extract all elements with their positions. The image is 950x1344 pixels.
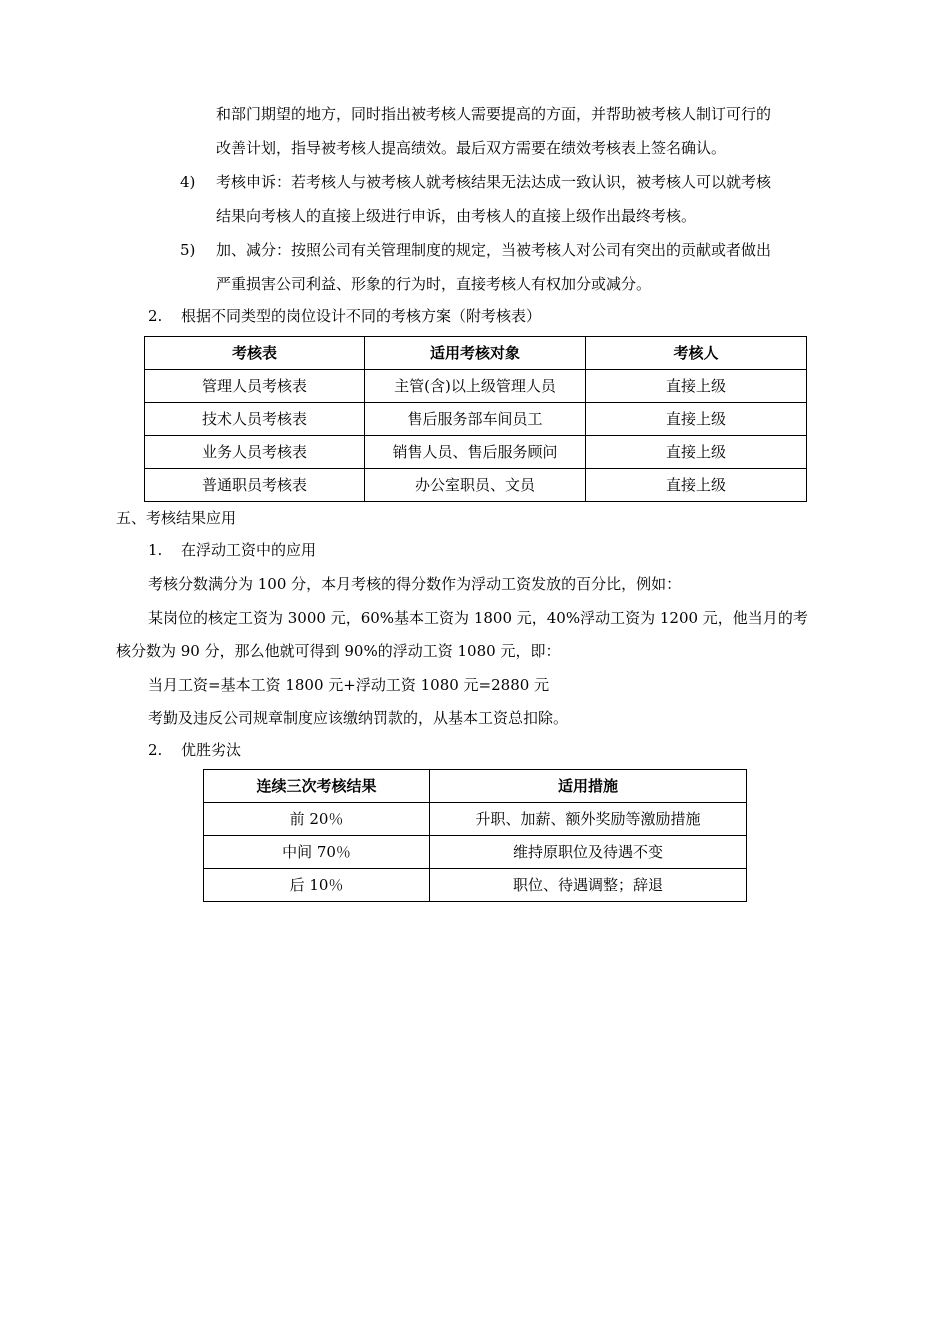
- table-row: [204, 836, 747, 869]
- list-item-text-line-2: 严重损害公司利益、形象的行为时，直接考核人有权加分或减分。: [216, 275, 652, 293]
- table-cell: 售后服务部车间员工: [365, 403, 586, 436]
- table-header-cell: 适用措施: [430, 770, 747, 803]
- table-cell: 直接上级: [586, 436, 807, 469]
- subsection-title: 在浮动工资中的应用: [181, 541, 317, 559]
- table-cell: 升职、加薪、额外奖励等激励措施: [430, 803, 747, 836]
- table-header-row: [204, 770, 747, 803]
- table-row: [145, 370, 807, 403]
- section-heading: 五、考核结果应用: [116, 509, 237, 527]
- subsection-number: 1.: [148, 541, 163, 559]
- table-cell: 直接上级: [586, 370, 807, 403]
- table-cell: 维持原职位及待遇不变: [430, 836, 747, 869]
- body-paragraph: 考勤及违反公司规章制度应该缴纳罚款的，从基本工资总扣除。: [148, 709, 569, 727]
- point-text: 根据不同类型的岗位设计不同的考核方案（附考核表）: [181, 307, 542, 325]
- table-cell: 中间 70％: [204, 836, 430, 869]
- intro-line-1: 和部门期望的地方，同时指出被考核人需要提高的方面，并帮助被考核人制订可行的: [216, 105, 772, 123]
- list-item-number: 4): [180, 173, 196, 191]
- table-cell: 前 20％: [204, 803, 430, 836]
- table-cell: 技术人员考核表: [145, 403, 365, 436]
- table-cell: 直接上级: [586, 469, 807, 502]
- table-cell: 直接上级: [586, 403, 807, 436]
- list-item-text-line-1: 考核申诉：若考核人与被考核人就考核结果无法达成一致认识，被考核人可以就考核: [216, 173, 772, 191]
- table-row: [204, 803, 747, 836]
- table-header-row: [145, 337, 807, 370]
- assessment-forms-table: [144, 336, 807, 502]
- body-paragraph-line-1: 某岗位的核定工资为 3000 元，60%基本工资为 1800 元，40%浮动工资为 1200 元，他当月的考: [148, 609, 808, 627]
- body-paragraph: 考核分数满分为 100 分，本月考核的得分数作为浮动工资发放的百分比，例如：: [148, 575, 682, 593]
- list-item-text-line-2: 结果向考核人的直接上级进行申诉，由考核人的直接上级作出最终考核。: [216, 207, 697, 225]
- table-header-cell: 适用考核对象: [365, 337, 586, 370]
- table-cell: 职位、待遇调整；辞退: [430, 869, 747, 902]
- list-item-text-line-1: 加、减分：按照公司有关管理制度的规定，当被考核人对公司有突出的贡献或者做出: [216, 241, 772, 259]
- table-cell: 主管(含)以上级管理人员: [365, 370, 586, 403]
- table-row: [145, 403, 807, 436]
- table-header-cell: 考核人: [586, 337, 807, 370]
- table-header-cell: 考核表: [145, 337, 365, 370]
- table-header-cell: 连续三次考核结果: [204, 770, 430, 803]
- salary-formula: 当月工资=基本工资 1800 元+浮动工资 1080 元=2880 元: [148, 676, 550, 694]
- table-cell: 后 10％: [204, 869, 430, 902]
- subsection-title: 优胜劣汰: [181, 741, 242, 759]
- table-row: [145, 469, 807, 502]
- ranking-measures-table: [203, 769, 747, 902]
- point-number: 2.: [148, 307, 163, 325]
- table-cell: 销售人员、售后服务顾问: [365, 436, 586, 469]
- table-row: [204, 869, 747, 902]
- body-paragraph-line-2: 核分数为 90 分，那么他就可得到 90%的浮动工资 1080 元，即：: [116, 642, 561, 660]
- subsection-number: 2.: [148, 741, 163, 759]
- table-cell: 业务人员考核表: [145, 436, 365, 469]
- table-cell: 办公室职员、文员: [365, 469, 586, 502]
- list-item-number: 5): [180, 241, 196, 259]
- intro-line-2: 改善计划，指导被考核人提高绩效。最后双方需要在绩效考核表上签名确认。: [216, 139, 727, 157]
- table-cell: 管理人员考核表: [145, 370, 365, 403]
- table-cell: 普通职员考核表: [145, 469, 365, 502]
- table-row: [145, 436, 807, 469]
